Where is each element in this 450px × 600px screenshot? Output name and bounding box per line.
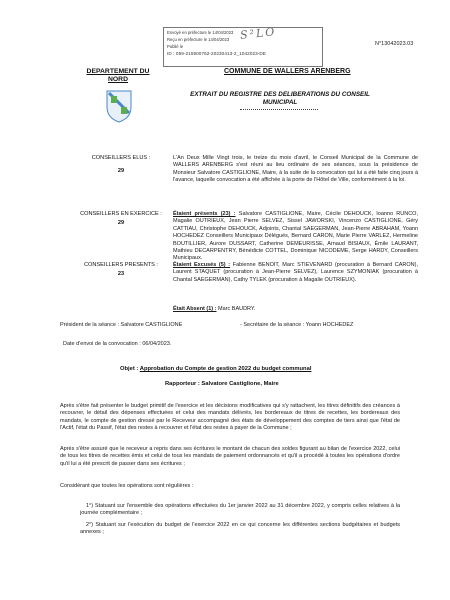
extract-title: EXTRAIT DU REGISTRE DES DELIBERATIONS DU CONSEIL MUNICIPAL [190,91,370,106]
label-conseillers-presents: CONSEILLERS PRESENTS : [84,262,158,268]
slo-stamp-mark: S²LO [239,25,277,42]
absent-paragraph [173,306,418,313]
excuses-list: Fabienne BENOIT, Marc STIEVENARD (procuration à Bernard CARON), Laurent STAQUET (procuration à Jean-Pierre SELVEZ), Laurence SZYMONIAK (procuration à Chantal SAEGERMAN), Cathy TYLEK (procuration à Magalie OUTRIEUX). [173,262,418,283]
intro-paragraph: L'An Deux Mille Vingt trois, le treize du mois d'avril, le Conseil Municipal de la Commune de WALLERS ARENBERG s'est réuni au lieu ordinaire de ses séances, sous la présidence de Monsieur Salvatore CASTIGLIONE, Maire, à la suite de la convocation qui lui a été faite cinq jours à l'avance, laquelle convocation a été affichée à la porte de l'Hôtel de Ville, conformément à la loi. [173,155,418,184]
absent-list: Marc BAUDRY. [216,306,256,312]
deliberation-reference: N°13042023.03 [375,41,414,47]
presents-paragraph [173,211,418,263]
presents-list: Salvatore CASTIGLIONE, Maire, Cécile DEHOUCK, Ioanno RUNCO, Magalie OUTRIEUX, Jean Pierre SELVEZ, Sissel JAWORSKI, Vincenzo CASTIGLIONE, Géry CATTIAU, Christophe DEHOUCK, Adjoints, Chantal SAEGERMAN, Jean-Pierre ABRAHAM, Yoann HOCHEDEZ Conseillers Municipaux Délégués, Bernard CARON, Marie Pierre VARLEZ, Hermeline BOUTILLIER, Aurore DUSSART, Catherine DEMEURISSE, Arnaud BISIAUX, Émile LAURANT, Mathieu DECARPENTRY, Bénédicte COTTEL, Dominique NICODEME, Serge HARDY, Conseillers Municipaux. [173,211,418,262]
value-conseillers-exercice: 29 [117,220,125,226]
body-paragraph-3: Considérant que toutes les opérations sont régulières : [60,483,194,489]
absent-label: Était Absent (1) : [173,306,217,312]
body-paragraph-1: Après s'être fait présenter le budget primitif de l'exercice et les décisions modificatives qui s'y rattachent, les titres définitifs des créances à recouvrer, le détail des dépenses effectuées et celui des mandats délivrés, les bordereaux de titres de recettes, les bordereaux des mandats, le compte de gestion dressé par le Receveur accompagné des états de développement des comptes de tiers ainsi que l'état de l'Actif, l'état du Passif, l'état des restes à recouvrer et l'état des restes à payer de la Commune ; [60,403,400,432]
coat-of-arms-icon [105,89,133,123]
president-line: Président de la séance : Salvatore CASTIGLIONE [60,322,183,328]
value-conseillers-presents: 23 [117,271,125,277]
convocation-date: Date d'envoi de la convocation : 06/04/2023. [63,341,172,347]
stamp-received-line: Reçu en préfecture le 14/04/2023 [167,37,230,42]
stamp-published-line: Publié le [167,44,184,49]
objet-text: Approbation du Compte de gestion 2022 du budget communal [139,366,312,372]
value-conseillers-elus: 29 [117,168,125,174]
commune-title: COMMUNE DE WALLERS ARENBERG [224,68,351,75]
stamp-sent-line: Envoyé en préfecture le 14/04/2023 [167,30,234,35]
rapporteur-line: Rapporteur : Salvatore Castiglione, Maire [165,381,279,387]
body-paragraph-5: 2°) Statuant sur l'exécution du budget de l'exercice 2022 en ce qui concerne les différentes sections budgétaires et budgets annexes ; [80,522,400,536]
objet-heading [120,366,311,372]
presents-label: Étaient présents (23) : [173,211,236,217]
excuses-paragraph [173,262,418,284]
label-conseillers-elus: CONSEILLERS ELUS : [91,155,151,161]
label-conseillers-exercice: CONSEILLERS EN EXERCICE : [80,211,162,217]
body-paragraph-2: Après s'être assuré que le receveur a repris dans ses écritures le montant de chacun des soldes figurant au bilan de l'exercice 2022, celui de tous les titres de recettes émis et celui de tous les mandats de paiement ordonnancés et qu'il a procédé à toutes les opérations d'ordre qu'il lui a été prescrit de passer dans ses écritures ; [60,446,400,467]
excuses-label: Étaient Excusés (5) : [173,262,231,268]
objet-prefix: Objet : [120,366,140,372]
body-paragraph-4: 1°) Statuant sur l'ensemble des opérations effectuées du 1er janvier 2022 au 31 décembre 2022, y compris celles relatives à la journée complémentaire ; [80,503,400,517]
secretary-line: - Secrétaire de la séance : Yoann HOCHEDEZ [240,322,354,328]
title-divider [240,109,318,110]
department-title: DEPARTEMENT DU NORD [86,68,150,83]
stamp-id-line: ID : 059-215900762-20230413-2_1042023-DE [167,51,267,56]
